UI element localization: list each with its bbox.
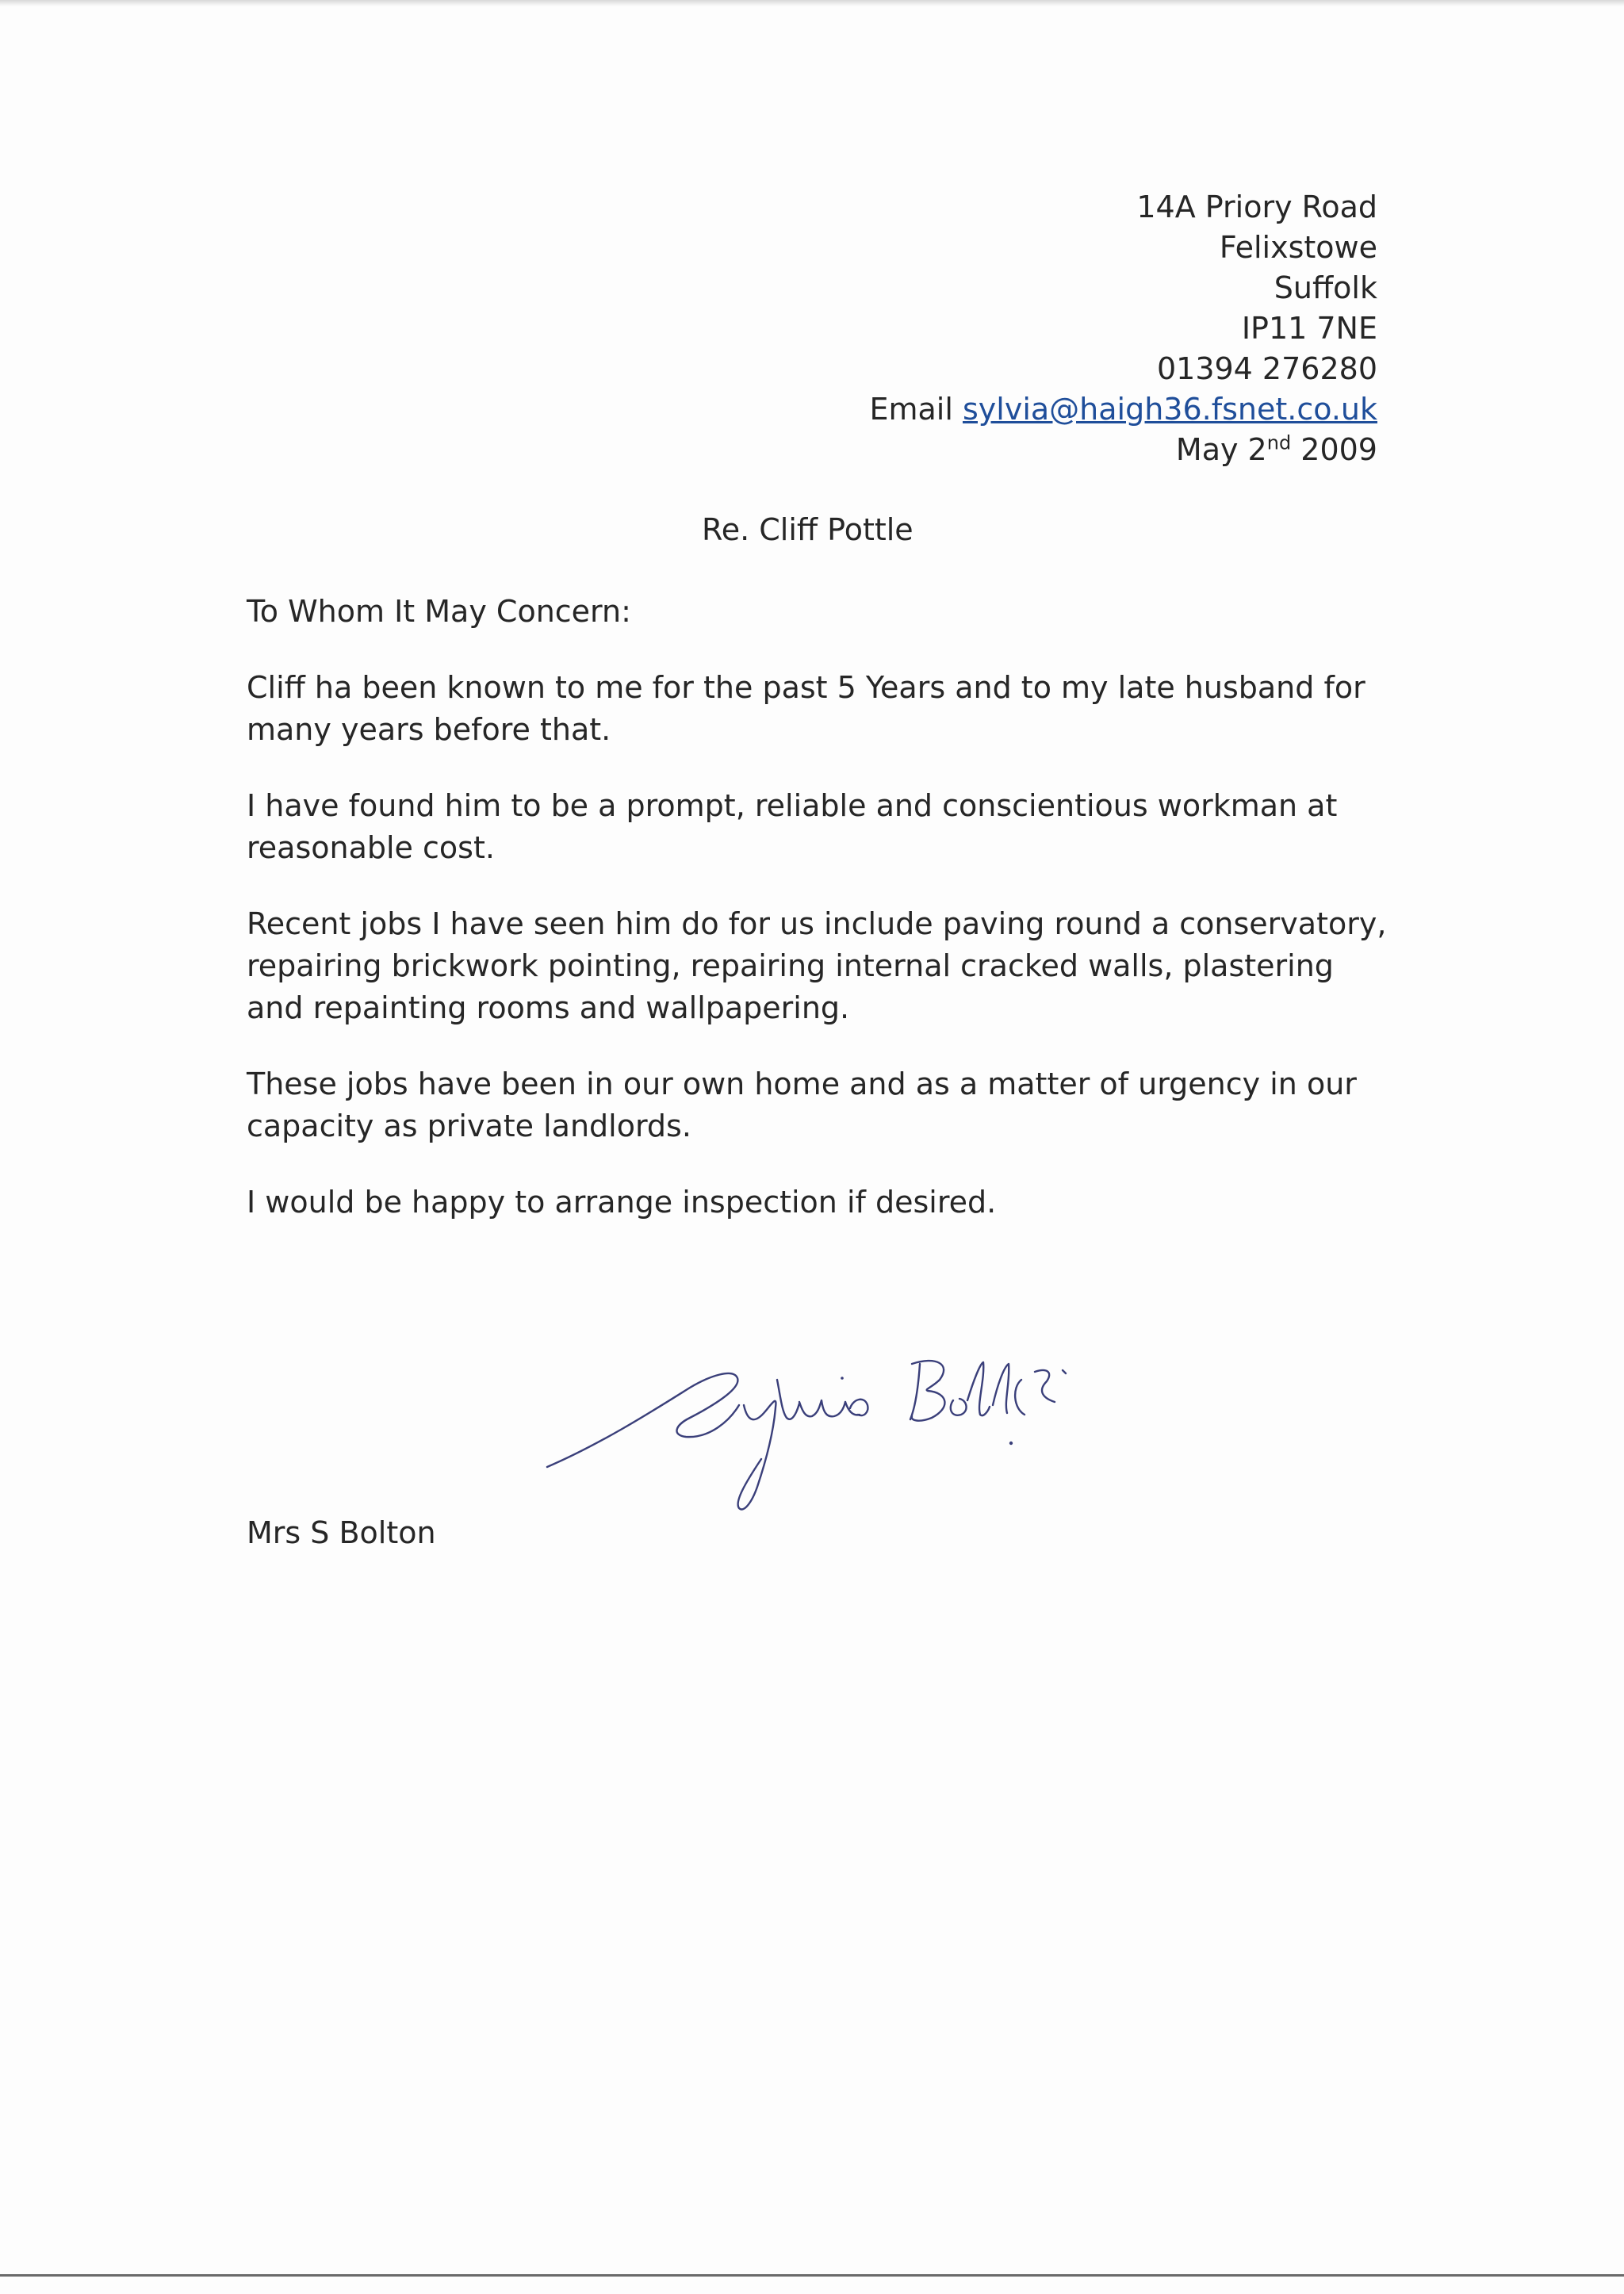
paragraph-2: I have found him to be a prompt, reliable and conscientious workman at reasonable cost. bbox=[247, 788, 1338, 865]
paragraph-5: I would be happy to arrange inspection if desired. bbox=[247, 1185, 997, 1220]
address-line1: 14A Priory Road bbox=[1136, 190, 1377, 224]
letter-date bbox=[869, 430, 1377, 470]
phone-number: 01394 276280 bbox=[1156, 351, 1377, 386]
sender-address-block bbox=[869, 187, 1377, 470]
paragraph-4: These jobs have been in our own home and as a matter of urgency in our capacity as private landlords. bbox=[247, 1067, 1357, 1143]
subject-line: Re. Cliff Pottle bbox=[702, 512, 914, 547]
paragraph-1: Cliff ha been known to me for the past 5 Years and to my late husband for many years before that. bbox=[247, 670, 1365, 747]
scan-edge-top bbox=[0, 0, 1624, 6]
address-postcode: IP11 7NE bbox=[1241, 311, 1377, 346]
email-label: Email bbox=[869, 392, 953, 427]
date-ordinal: nd bbox=[1266, 431, 1292, 454]
address-county: Suffolk bbox=[1274, 270, 1377, 305]
letter-body bbox=[247, 591, 1396, 1258]
date-month-day: May 2 bbox=[1175, 432, 1267, 467]
salutation: To Whom It May Concern: bbox=[247, 594, 631, 629]
paragraph-3: Recent jobs I have seen him do for us include paving round a conservatory, repairing brickwork pointing, repairing internal cracked walls, plastering and repainting rooms and wallpapering. bbox=[247, 906, 1387, 1025]
date-year: 2009 bbox=[1300, 432, 1377, 467]
email-line bbox=[869, 389, 1377, 430]
scan-edge-bottom bbox=[0, 2274, 1624, 2277]
address-town: Felixstowe bbox=[1219, 230, 1377, 265]
handwritten-signature bbox=[539, 1332, 1158, 1538]
signer-name: Mrs S Bolton bbox=[247, 1515, 436, 1550]
email-link[interactable]: sylvia@haigh36.fsnet.co.uk bbox=[962, 392, 1377, 427]
